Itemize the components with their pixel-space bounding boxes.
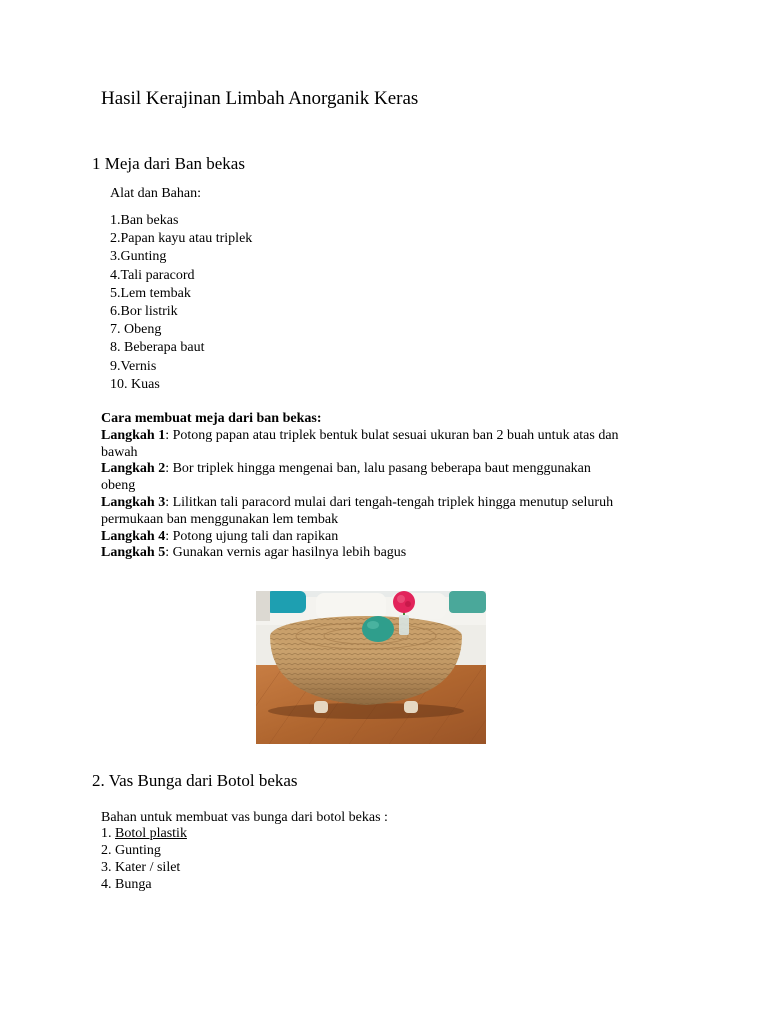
materials-list <box>101 825 187 893</box>
list-item: 3. Kater / silet <box>101 860 181 875</box>
list-item: 4.Tali paracord <box>110 267 195 283</box>
list-item: 7. Obeng <box>110 322 162 338</box>
section2-heading: 2. Vas Bunga dari Botol bekas <box>92 771 298 790</box>
step-label: Langkah 3 <box>101 494 166 510</box>
step-3-continued: permukaan ban menggunakan lem tembak <box>101 511 339 527</box>
method-title: Cara membuat meja dari ban bekas: <box>101 411 322 426</box>
list-item: 10. Kuas <box>110 376 160 392</box>
step-label: Langkah 5 <box>101 545 166 561</box>
step-5 <box>101 545 619 562</box>
step-text: : Lilitkan tali paracord mulai dari tengah-tengah triplek hingga menutup seluruh <box>165 494 614 510</box>
step-2-continued: obeng <box>101 478 136 494</box>
tire-table-photo <box>256 591 486 744</box>
step-1 <box>101 428 619 445</box>
page-title: Hasil Kerajinan Limbah Anorganik Keras <box>101 88 419 109</box>
list-item: 2.Papan kayu atau triplek <box>110 231 253 247</box>
list-item: 1.Ban bekas <box>110 213 179 228</box>
tools-label: Alat dan Bahan: <box>110 186 201 201</box>
step-label: Langkah 4 <box>101 528 166 544</box>
step-text: : Bor triplek hingga mengenai ban, lalu pasang beberapa baut menggunakan <box>165 461 591 477</box>
step-label: Langkah 1 <box>101 427 166 443</box>
step-3 <box>101 495 619 512</box>
list-item: 8. Beberapa baut <box>110 340 205 356</box>
list-item: 1. Botol plastik <box>101 826 187 841</box>
tools-list <box>110 212 252 394</box>
section1-heading: 1 Meja dari Ban bekas <box>92 154 245 173</box>
underlined-item: Botol plastik <box>115 826 187 841</box>
list-item: 4. Bunga <box>101 877 152 892</box>
method-block <box>101 411 619 562</box>
step-1-continued: bawah <box>101 444 138 460</box>
materials-label: Bahan untuk membuat vas bunga dari botol bekas : <box>101 810 388 825</box>
step-text: : Gunakan vernis agar hasilnya lebih bagus <box>165 545 407 561</box>
list-item: 3.Gunting <box>110 249 167 265</box>
list-item: 2. Gunting <box>101 843 161 858</box>
step-label: Langkah 2 <box>101 461 166 477</box>
step-text: : Potong ujung tali dan rapikan <box>165 528 339 544</box>
list-item: 9.Vernis <box>110 358 157 374</box>
list-item: 5.Lem tembak <box>110 285 191 301</box>
step-text: : Potong papan atau triplek bentuk bulat sesuai ukuran ban 2 buah untuk atas dan <box>165 427 619 443</box>
step-4 <box>101 529 619 546</box>
step-2 <box>101 461 619 478</box>
list-item: 6.Bor listrik <box>110 303 178 319</box>
